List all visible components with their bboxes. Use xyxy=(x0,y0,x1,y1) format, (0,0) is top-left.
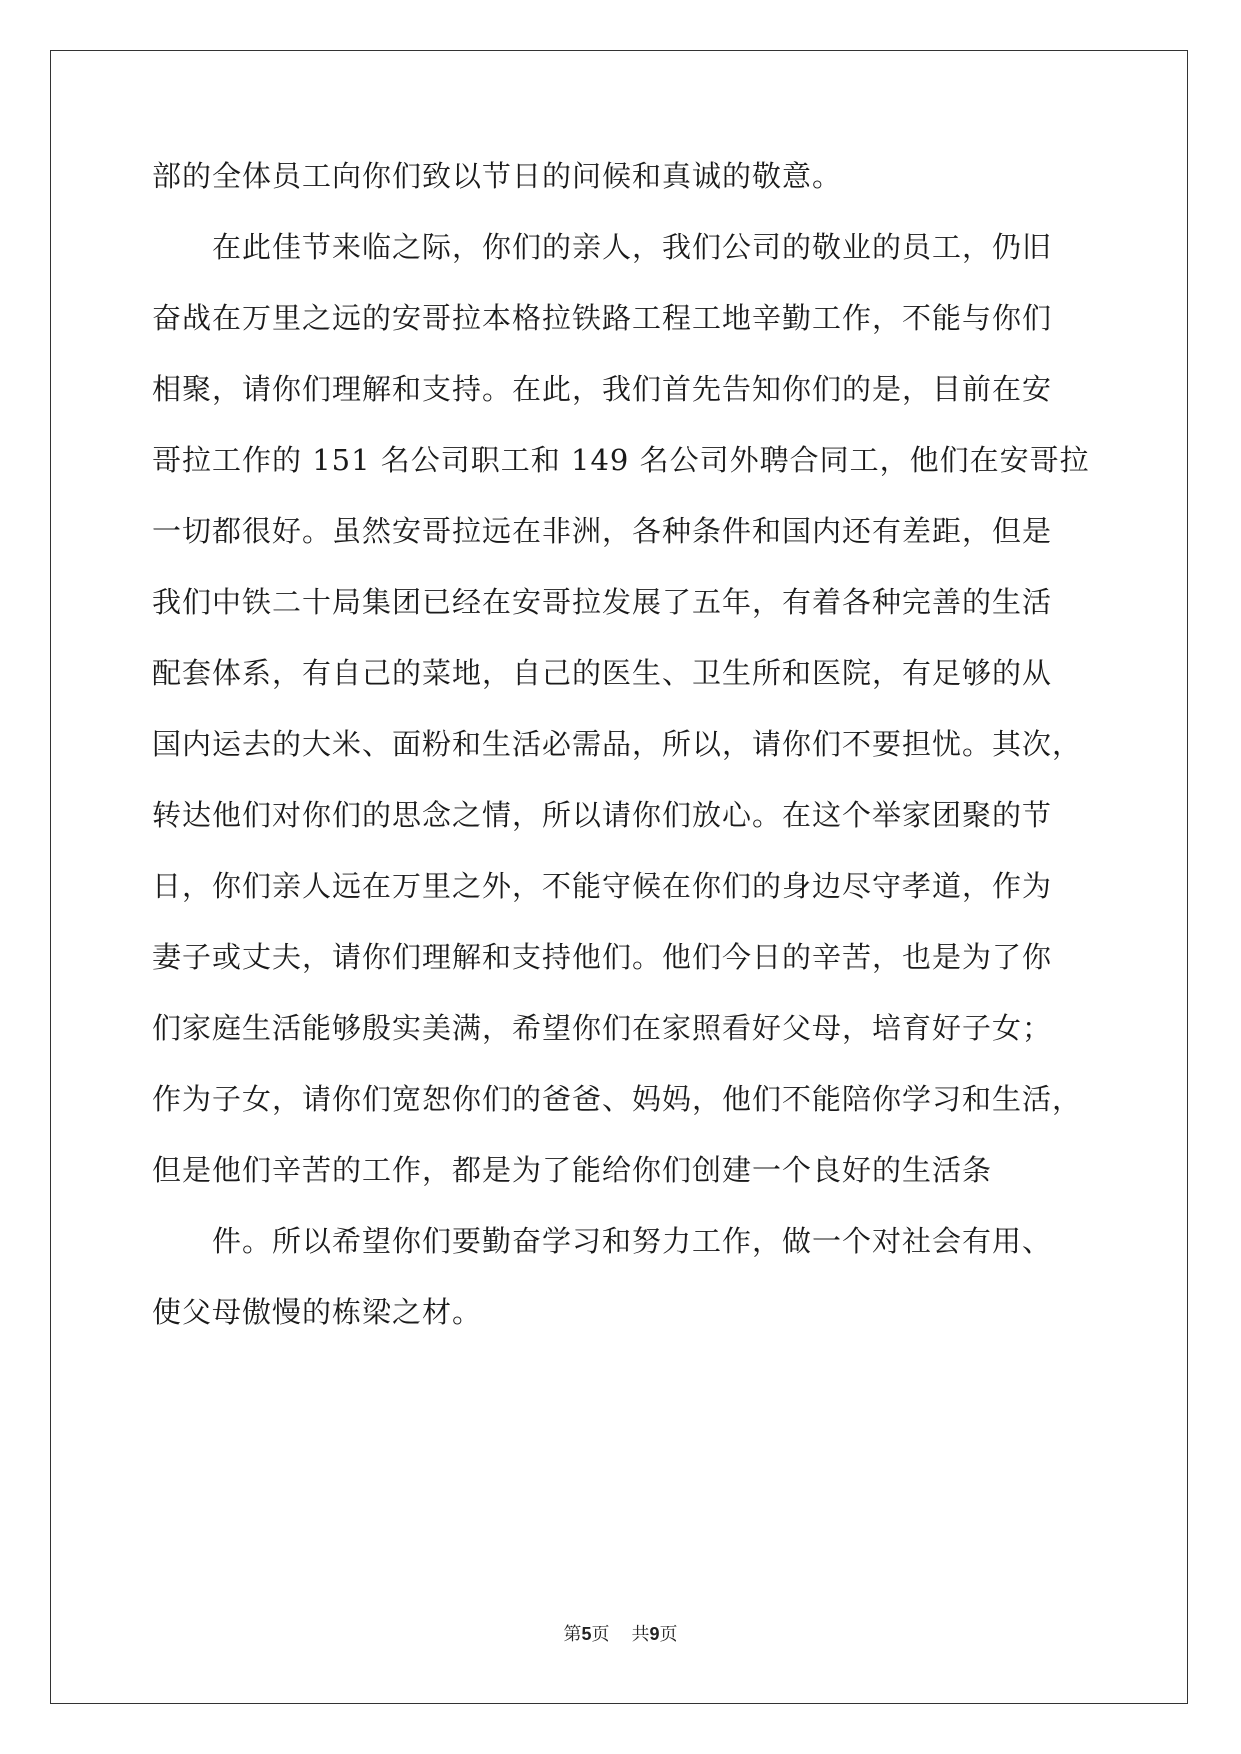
current-page-number: 5 xyxy=(581,1624,592,1644)
text-line: 部的全体员工向你们致以节日的问候和真诚的敬意。 xyxy=(152,159,843,193)
text-line: 奋战在万里之远的安哥拉本格拉铁路工程工地辛勤工作，不能与你们 xyxy=(152,301,1053,335)
page-footer xyxy=(0,1622,1241,1647)
total-prefix: 共 xyxy=(631,1624,650,1645)
paragraph-start-line: 在此佳节来临之际，你们的亲人，我们公司的敬业的员工，仍旧 xyxy=(212,230,1053,264)
text-line: 转达他们对你们的思念之情，所以请你们放心。在这个举家团聚的节 xyxy=(152,798,1053,832)
paragraph-start-line: 件。所以希望你们要勤奋学习和努力工作，做一个对社会有用、 xyxy=(212,1224,1053,1258)
page-prefix: 第 xyxy=(563,1624,582,1645)
text-line: 日，你们亲人远在万里之外，不能守候在你们的身边尽守孝道，作为 xyxy=(152,869,1053,903)
text-line: 作为子女，请你们宽恕你们的爸爸、妈妈，他们不能陪你学习和生活， xyxy=(152,1082,1083,1116)
total-suffix: 页 xyxy=(659,1624,678,1645)
text-line: 我们中铁二十局集团已经在安哥拉发展了五年，有着各种完善的生活 xyxy=(152,585,1053,619)
text-line: 相聚，请你们理解和支持。在此，我们首先告知你们的是，目前在安 xyxy=(152,372,1053,406)
total-page-number: 9 xyxy=(649,1624,660,1644)
text-line: 但是他们辛苦的工作，都是为了能给你们创建一个良好的生活条 xyxy=(152,1153,993,1187)
text-line: 国内运去的大米、面粉和生活必需品，所以，请你们不要担忧。其次， xyxy=(152,727,1083,761)
text-line: 一切都很好。虽然安哥拉远在非洲，各种条件和国内还有差距，但是 xyxy=(152,514,1053,548)
text-line: 配套体系，有自己的菜地，自己的医生、卫生所和医院，有足够的从 xyxy=(152,656,1053,690)
text-line: 们家庭生活能够殷实美满，希望你们在家照看好父母，培育好子女； xyxy=(152,1011,1053,1045)
text-line: 妻子或丈夫，请你们理解和支持他们。他们今日的辛苦，也是为了你 xyxy=(152,940,1053,974)
page-suffix: 页 xyxy=(591,1624,610,1645)
text-line: 哥拉工作的 151 名公司职工和 149 名公司外聘合同工，他们在安哥拉 xyxy=(152,443,1090,477)
text-line: 使父母傲慢的栋梁之材。 xyxy=(152,1295,483,1329)
